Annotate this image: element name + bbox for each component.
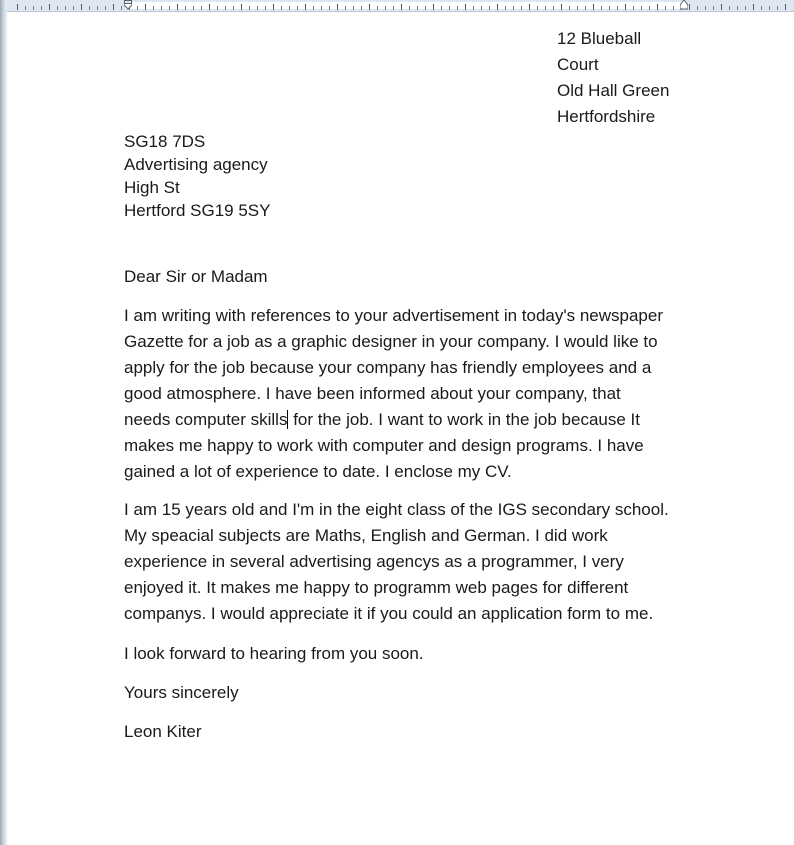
closing-line[interactable]: I look forward to hearing from you soon. <box>124 644 424 663</box>
ruler-tick <box>633 6 634 10</box>
ruler-tick <box>49 4 50 10</box>
ruler-tick <box>73 6 74 10</box>
ruler-tick <box>641 6 642 10</box>
ruler-tick <box>665 6 666 10</box>
ruler-tick <box>121 6 122 10</box>
ruler-tick <box>529 4 530 10</box>
ruler-tick <box>417 6 418 10</box>
ruler-tick <box>481 6 482 10</box>
ruler-tick <box>233 6 234 10</box>
paragraph-line: good atmosphere. I have been informed about your company, that <box>124 384 621 403</box>
paragraph-line: enjoyed it. It makes me happy to programm web pages for different <box>124 578 629 597</box>
ruler-tick <box>241 4 242 10</box>
horizontal-ruler[interactable] <box>7 0 794 12</box>
recipient-address-line: SG18 7DS <box>124 132 206 151</box>
paragraph-line-with-cursor <box>124 407 663 433</box>
ruler-tick <box>649 6 650 10</box>
left-indent-marker-icon[interactable] <box>124 0 132 10</box>
ruler-tick <box>785 4 786 10</box>
ruler-tick <box>201 6 202 10</box>
ruler-tick <box>553 6 554 10</box>
ruler-tick <box>769 6 770 10</box>
ruler-tick <box>721 4 722 10</box>
body-paragraph-1[interactable] <box>124 303 663 485</box>
sender-address-line: Court <box>557 55 599 74</box>
ruler-tick <box>617 6 618 10</box>
ruler-tick <box>193 6 194 10</box>
ruler-tick <box>257 6 258 10</box>
signature[interactable]: Leon Kiter <box>124 722 202 741</box>
ruler-tick <box>457 6 458 10</box>
paragraph-line: companys. I would appreciate it if you could an application form to me. <box>124 604 654 623</box>
ruler-tick <box>513 6 514 10</box>
ruler-tick <box>65 6 66 10</box>
ruler-tick <box>169 6 170 10</box>
ruler-tick <box>177 4 178 10</box>
paragraph-line: I am writing with references to your advertisement in today's newspaper <box>124 306 663 325</box>
ruler-tick <box>377 6 378 10</box>
ruler-tick <box>497 4 498 10</box>
ruler-tick <box>57 6 58 10</box>
ruler-tick <box>297 6 298 10</box>
ruler-tick <box>25 6 26 10</box>
ruler-tick <box>689 4 690 10</box>
paragraph-line: experience in several advertising agencys as a programmer, I very <box>124 552 624 571</box>
ruler-tick <box>601 6 602 10</box>
ruler-tick <box>713 6 714 10</box>
ruler-tick <box>705 6 706 10</box>
ruler-tick <box>345 6 346 10</box>
ruler-tick <box>137 6 138 10</box>
ruler-tick <box>105 6 106 10</box>
ruler-tick <box>593 4 594 10</box>
ruler-tick <box>89 6 90 10</box>
recipient-address-line: Hertford SG19 5SY <box>124 201 271 220</box>
ruler-tick <box>273 4 274 10</box>
ruler-tick <box>737 6 738 10</box>
ruler-tick <box>209 4 210 10</box>
body-paragraph-2[interactable] <box>124 497 669 627</box>
ruler-tick <box>729 6 730 10</box>
ruler-tick <box>545 6 546 10</box>
ruler-tick <box>657 4 658 10</box>
ruler-tick <box>41 6 42 10</box>
sender-address-line: 12 Blueball <box>557 29 642 48</box>
ruler-tick <box>569 6 570 10</box>
ruler-tick <box>329 6 330 10</box>
ruler-tick <box>577 6 578 10</box>
ruler-tick <box>313 6 314 10</box>
ruler-tick <box>97 6 98 10</box>
paragraph-line-segment: for the job. I want to work in the job because It <box>288 410 640 429</box>
ruler-tick <box>249 6 250 10</box>
ruler-tick <box>521 6 522 10</box>
recipient-address-line: High St <box>124 178 180 197</box>
ruler-tick <box>625 4 626 10</box>
ruler-tick <box>409 6 410 10</box>
ruler-tick <box>561 4 562 10</box>
ruler-tick <box>361 6 362 10</box>
sender-address-line: Hertfordshire <box>557 107 656 126</box>
ruler-tick <box>433 4 434 10</box>
paragraph-line: I am 15 years old and I'm in the eight class of the IGS secondary school. <box>124 500 669 519</box>
ruler-tick <box>753 4 754 10</box>
ruler-tick <box>473 6 474 10</box>
ruler-tick <box>113 4 114 10</box>
ruler-tick <box>337 4 338 10</box>
ruler-tick <box>369 4 370 10</box>
ruler-tick <box>505 6 506 10</box>
ruler-tick <box>33 6 34 10</box>
ruler-tick <box>185 6 186 10</box>
page-left-edge <box>0 0 7 845</box>
ruler-tick <box>537 6 538 10</box>
ruler-tick <box>321 6 322 10</box>
ruler-tick <box>585 6 586 10</box>
ruler-tick <box>465 4 466 10</box>
ruler-tick <box>425 6 426 10</box>
ruler-tick <box>777 6 778 10</box>
ruler-tick <box>673 6 674 10</box>
ruler-tick <box>401 4 402 10</box>
paragraph-line: My speacial subjects are Maths, English and German. I did work <box>124 526 608 545</box>
ruler-tick <box>153 6 154 10</box>
sign-off[interactable]: Yours sincerely <box>124 683 239 702</box>
ruler-tick <box>385 6 386 10</box>
ruler-tick <box>393 6 394 10</box>
ruler-tick <box>745 6 746 10</box>
ruler-tick <box>449 6 450 10</box>
ruler-tick <box>265 6 266 10</box>
ruler-tick <box>17 4 18 10</box>
ruler-tick <box>609 6 610 10</box>
ruler-tick <box>489 6 490 10</box>
salutation[interactable]: Dear Sir or Madam <box>124 267 268 286</box>
ruler-tick <box>225 6 226 10</box>
sender-address-line: Old Hall Green <box>557 81 670 100</box>
ruler-tick <box>441 6 442 10</box>
ruler-tick <box>145 4 146 10</box>
paragraph-line: apply for the job because your company has friendly employees and a <box>124 358 652 377</box>
recipient-address-line: Advertising agency <box>124 155 268 174</box>
ruler-tick <box>697 6 698 10</box>
ruler-tick <box>305 4 306 10</box>
paragraph-line-segment: needs computer skills <box>124 410 288 429</box>
ruler-tick <box>353 6 354 10</box>
ruler-tick <box>161 6 162 10</box>
paragraph-line: makes me happy to work with computer and design programs. I have <box>124 436 644 455</box>
ruler-tick <box>761 6 762 10</box>
ruler-tick <box>289 6 290 10</box>
ruler-tick <box>217 6 218 10</box>
ruler-tick <box>281 6 282 10</box>
recipient-address[interactable] <box>124 130 270 222</box>
ruler-tick <box>81 4 82 10</box>
paragraph-line: gained a lot of experience to date. I enclose my CV. <box>124 462 512 481</box>
sender-address[interactable] <box>557 26 669 130</box>
paragraph-line: Gazette for a job as a graphic designer in your company. I would like to <box>124 332 658 351</box>
right-indent-marker-icon[interactable] <box>680 0 688 10</box>
